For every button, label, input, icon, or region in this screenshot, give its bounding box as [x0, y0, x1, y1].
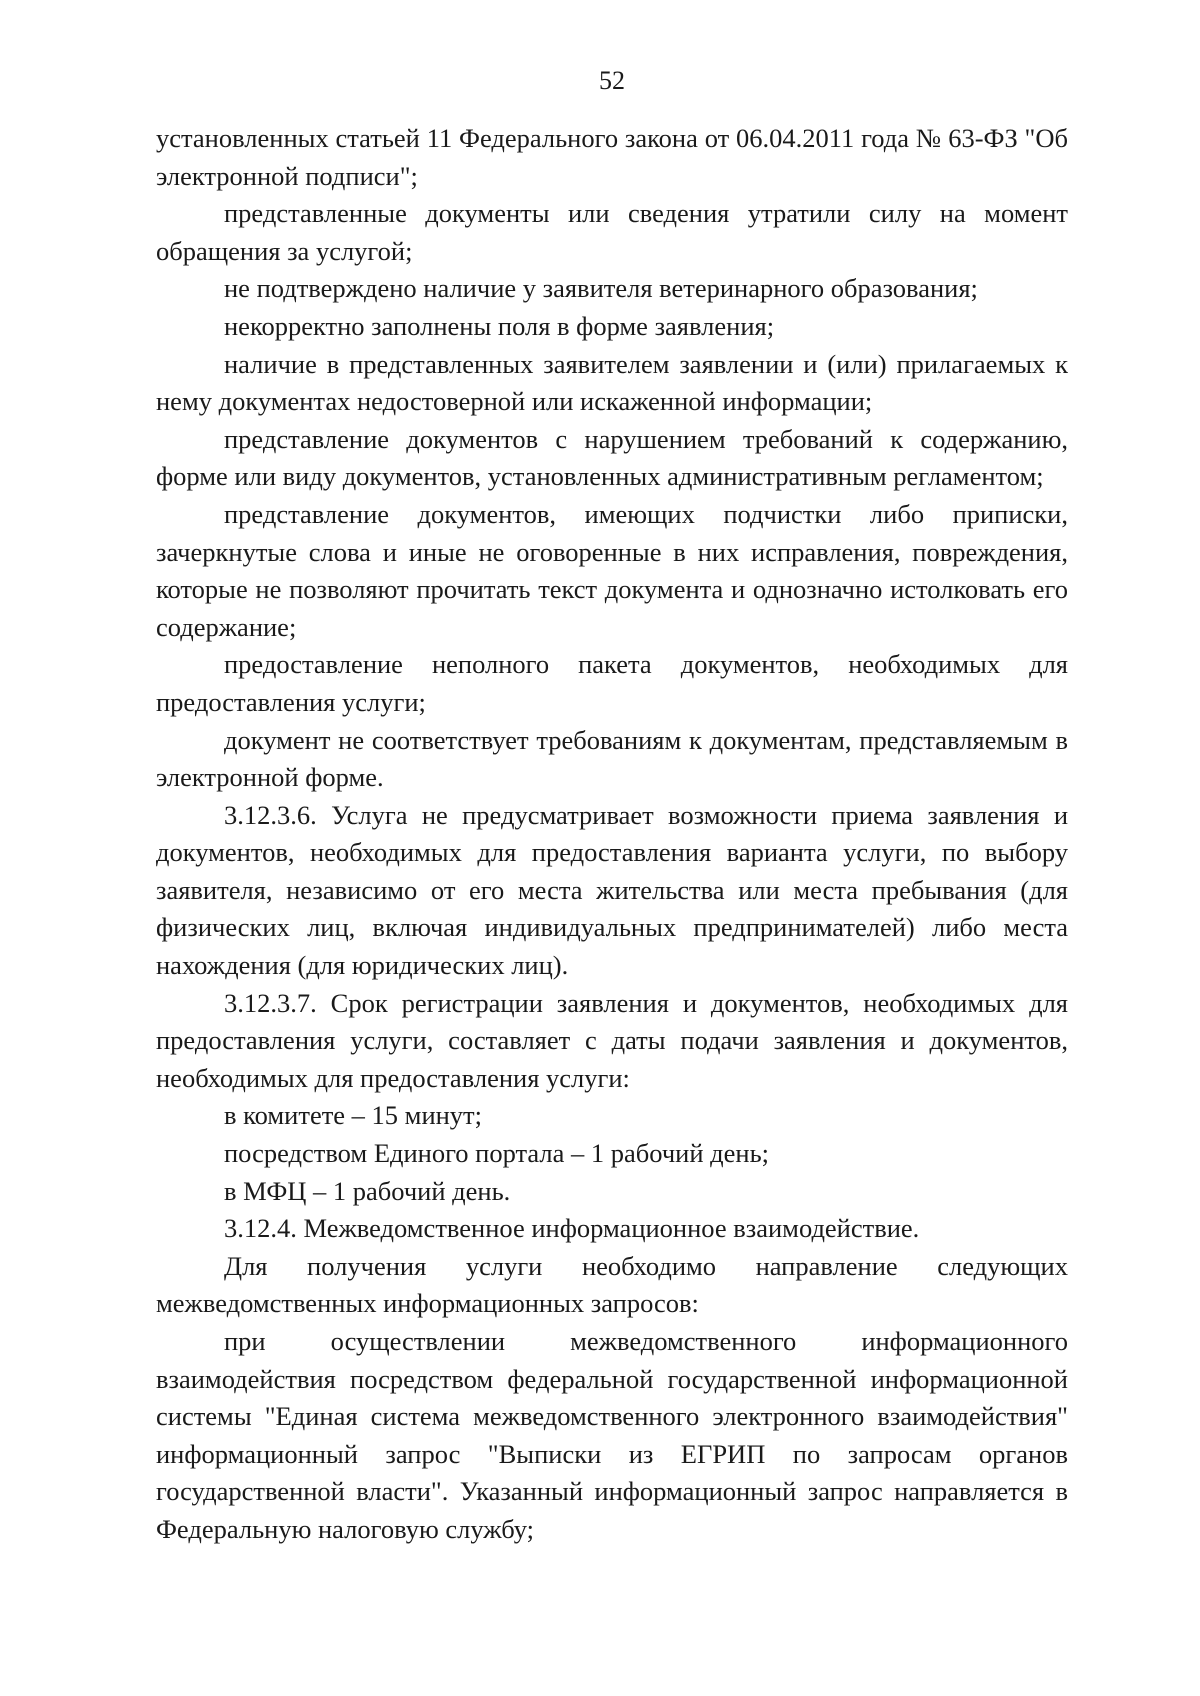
- paragraph-item: представление документов с нарушением требований к содержанию, форме или виду документов, установленных административным регламентом;: [156, 423, 1068, 492]
- paragraph-item: при осуществлении межведомственного информационного взаимодействия посредством федеральной государственной информационной системы "Единая система межведомственного электронного взаимодействия" информационный запрос "Выписки из ЕГРИП по запросам органов государственной власти". Указанный информационный запрос направляется в Федеральную налоговую службу;: [156, 1326, 1068, 1544]
- paragraph-item: не подтверждено наличие у заявителя ветеринарного образования;: [224, 273, 978, 304]
- paragraph-item: посредством Единого портала – 1 рабочий день;: [224, 1138, 770, 1169]
- paragraph-item: наличие в представленных заявителем заявлении и (или) прилагаемых к нему документах недостоверной или искаженной информации;: [156, 348, 1068, 417]
- paragraph-item: в МФЦ – 1 рабочий день.: [224, 1175, 511, 1206]
- section-3-12-3-7: 3.12.3.7. Срок регистрации заявления и документов, необходимых для предоставления услуги, составляет с даты подачи заявления и документов, необходимых для предоставления услуги:: [156, 987, 1068, 1093]
- paragraph-item: представленные документы или сведения утратили силу на момент обращения за услугой;: [156, 198, 1068, 266]
- document-body: [156, 120, 1068, 1549]
- paragraph-item: некорректно заполнены поля в форме заявления;: [224, 310, 775, 341]
- page-number: 52: [599, 66, 625, 95]
- paragraph-item: Для получения услуги необходимо направление следующих межведомственных информационных запросов:: [156, 1250, 1068, 1319]
- paragraph-continuation: установленных статьей 11 Федерального закона от 06.04.2011 года № 63-ФЗ "Об электронной подписи";: [156, 123, 1068, 191]
- paragraph-item: документ не соответствует требованиям к документам, представляемым в электронной форме.: [156, 724, 1068, 793]
- paragraph-item: в комитете – 15 минут;: [224, 1100, 482, 1131]
- section-3-12-3-6: 3.12.3.6. Услуга не предусматривает возможности приема заявления и документов, необходимых для предоставления варианта услуги, по выбору заявителя, независимо от его места жительства или места пребывания (для физических лиц, включая индивидуальных предпринимателей) либо места нахождения (для юридических лиц).: [156, 799, 1068, 981]
- paragraph-item: представление документов, имеющих подчистки либо приписки, зачеркнутые слова и иные не оговоренные в них исправления, повреждения, которые не позволяют прочитать текст документа и однозначно истолковать его содержание;: [156, 498, 1068, 642]
- paragraph-item: предоставление неполного пакета документов, необходимых для предоставления услуги;: [156, 649, 1068, 717]
- section-3-12-4: 3.12.4. Межведомственное информационное взаимодействие.: [224, 1213, 920, 1244]
